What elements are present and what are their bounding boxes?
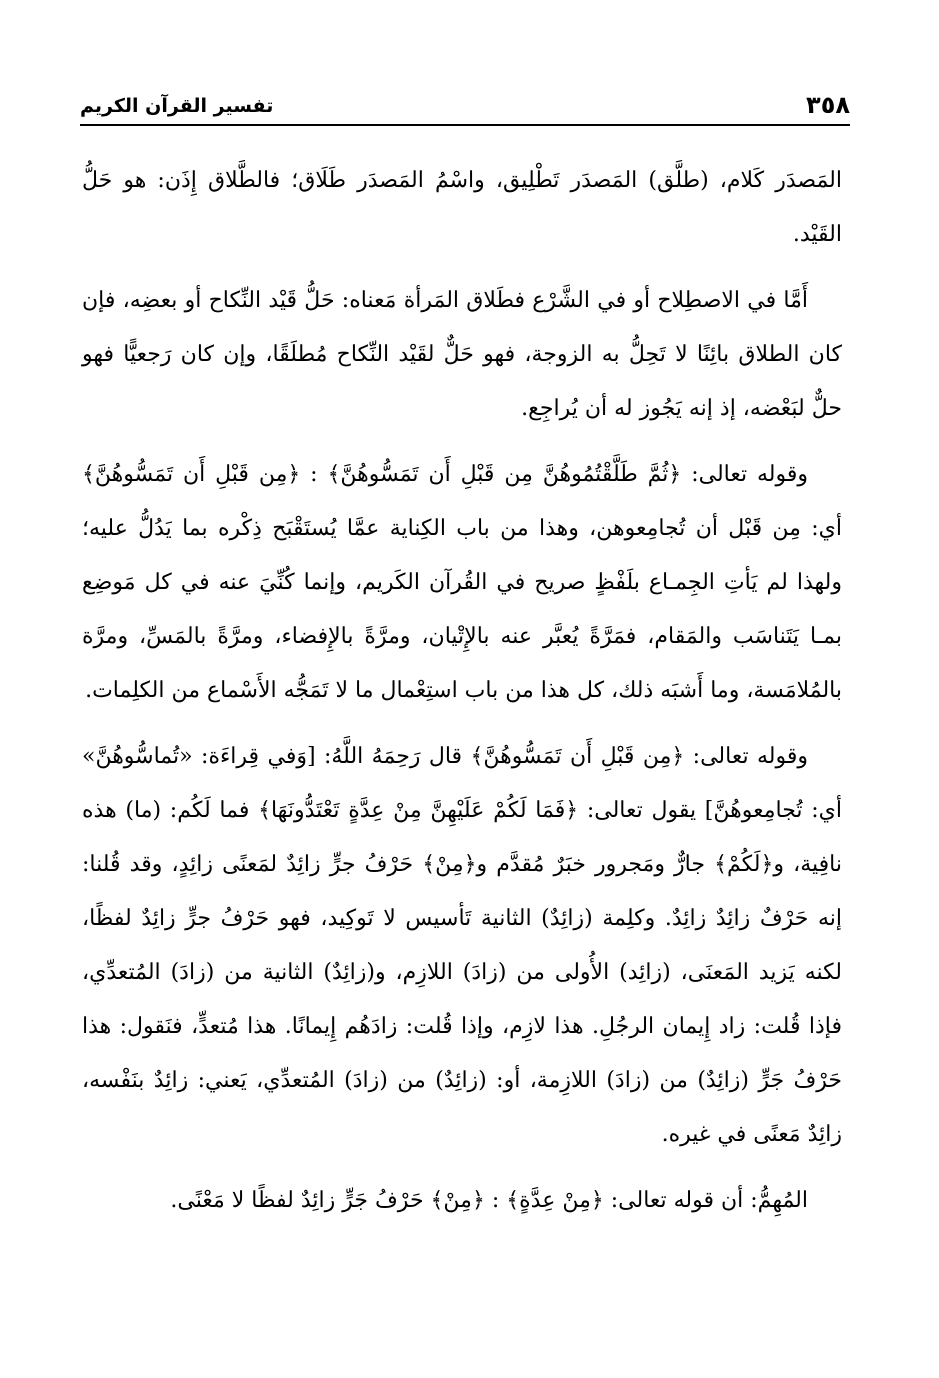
page-header <box>80 86 850 126</box>
paragraph-grammar-analysis: وقوله تعالى: ﴿مِن قَبْلِ أَن تَمَسُّوهُنَّ﴾ قال رَحِمَهُ اللَّهُ: [وَفي قِراءَة: «تُماسُّوهُنَّ» أي: تُجامِعوهُنَّ] يقول تعالى: ﴿فَمَا لَكُمْ عَلَيْهِنَّ مِنْ عِدَّةٍ تَعْتَدُّونَهَا﴾ فما لَكُم: (ما) هذه نافِية، و﴿لَكُمْ﴾ جارٌّ ومَجرور خبَرٌ مُقدَّم و﴿مِنْ﴾ حَرْفُ جرٍّ زائِدٌ لمَعنًى زائِدٍ، وقد قُلنا: إنه حَرْفٌ زائِدٌ زائِدٌ. وكلِمة (زائِدٌ) الثانية تَأسيس لا تَوكِيد، فهو حَرْفُ جرٍّ زائِدٌ لفظًا، لكنه يَزيد المَعنَى، (زائِد) الأُولى من (زادَ) اللازِم، و(زائِدٌ) الثانية من (زادَ) المُتعدِّي، فإذا قُلت: زاد إِيمان الرجُلِ. هذا لازِم، وإذا قُلت: زادَهُم إِيمانًا. هذا مُتعدٍّ، فنَقول: هذا حَرْفُ جَرٍّ (زائِدٌ) من (زادَ) اللازِمة، أو: (زائِدٌ) من (زادَ) المُتعدِّي، يَعني: زائِدٌ بنَفْسه، زائِدٌ مَعنًى في غيره. <box>82 744 842 1147</box>
paragraph-conclusion: المُهِمُّ: أن قوله تعالى: ﴿مِنْ عِدَّةٍ﴾ : ﴿مِنْ﴾ حَرْفُ جَرٍّ زائِدٌ لفظًا لا مَعْنًى. <box>170 1188 808 1213</box>
page-number: ٣٥٨ <box>806 91 850 119</box>
paragraph-legal-meaning: أَمَّا في الاصطِلاح أو في الشَّرْع فطَلاق المَرأة مَعناه: حَلُّ قَيْد النِّكاح أو بعضِه، فإن كان الطلاق بائِنًا لا تَحِلُّ به الزوجة، فهو حَلٌّ لقَيْد النِّكاح مُطلَقًا، وإن كان رَجعيًّا فهو حلٌّ لبَعْضه، إذ إنه يَجُوز له أن يُراجِع. <box>82 288 842 421</box>
header-rule <box>80 124 850 126</box>
paragraph-before-touching: وقوله تعالى: ﴿ثُمَّ طَلَّقْتُمُوهُنَّ مِن قَبْلِ أَن تَمَسُّوهُنَّ﴾ : ﴿مِن قَبْلِ أَن تَمَسُّوهُنَّ﴾ أي: مِن قَبْل أن تُجامِعوهن، وهذا من باب الكِناية عمَّا يُستَقْبَح ذِكْره بما يَدُلُّ عليه؛ ولهذا لم يَأتِ الجِمـاع بلَفْظٍ صريح في القُرآن الكَريم، وإنما كُنِّيَ عنه في كل مَوضِع بمـا يَتَناسَب والمَقام، فمَرَّةً يُعبَّر عنه بالإِتْيان، ومرَّةً بالإِفضاء، ومرَّةً بالمَسِّ، ومرَّة بالمُلامَسة، وما أَشبَه ذلك، كل هذا من باب استِعْمال ما لا تَمَجُّه الأَسْماع من الكلِمات. <box>82 462 842 703</box>
running-title: تفسير القرآن الكريم <box>80 95 274 117</box>
paragraph-definition: المَصدَر كَلام، (طلَّق) المَصدَر تَطْلِيق، واسْمُ المَصدَر طَلَاق؛ فالطَّلاق إِذَن: هو حَلُّ القَيْد. <box>82 168 842 247</box>
page-body <box>82 154 842 1240</box>
